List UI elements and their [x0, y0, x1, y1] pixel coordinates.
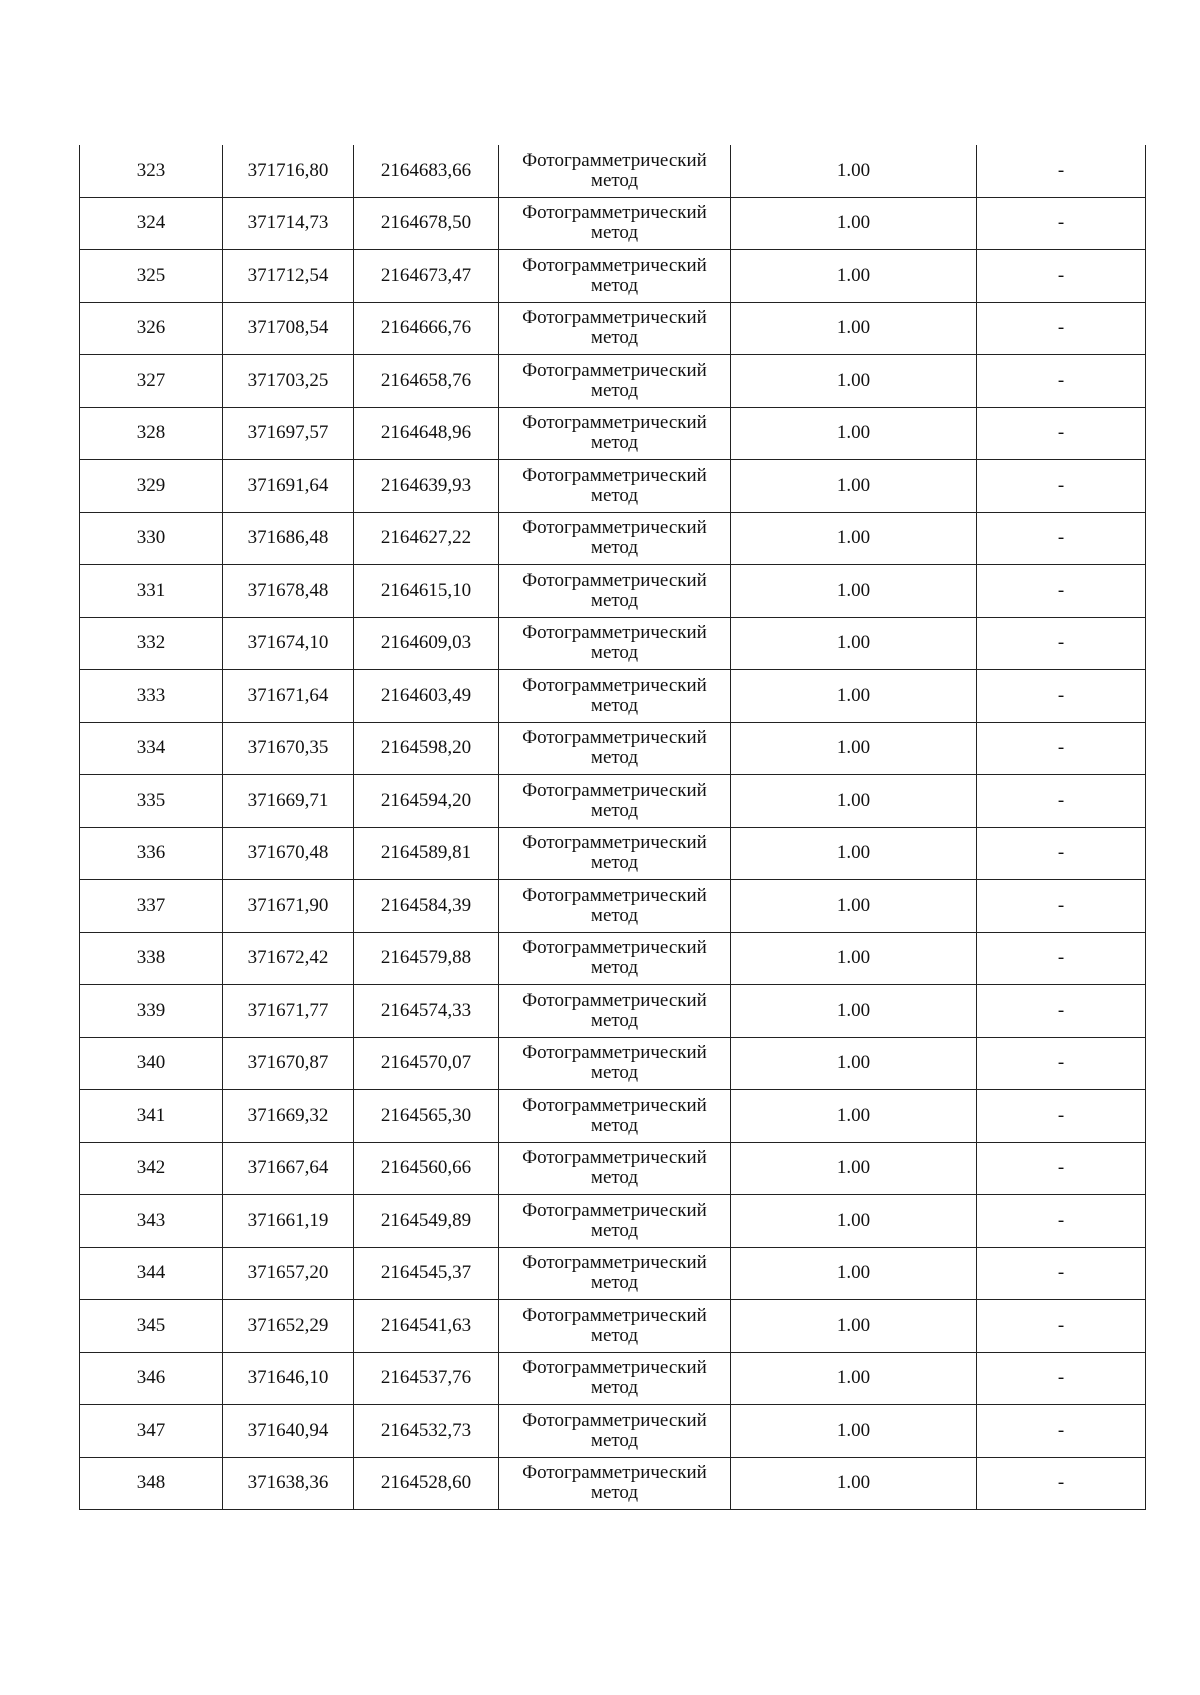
method-line-2: метод — [590, 1062, 639, 1084]
table-row — [80, 407, 1146, 460]
table-row — [80, 932, 1146, 985]
x-coordinate-cell: 371674,10 — [223, 617, 354, 670]
method-cell — [499, 1247, 731, 1300]
method-cell — [499, 827, 731, 880]
method-cell — [499, 1037, 731, 1090]
method-line-2: метод — [590, 1377, 639, 1399]
point-number-cell: 337 — [80, 880, 223, 933]
method-line-2: метод — [590, 957, 639, 979]
note-cell: - — [977, 250, 1146, 303]
method-cell — [499, 250, 731, 303]
table-row — [80, 197, 1146, 250]
method-cell — [499, 1195, 731, 1248]
y-coordinate-cell: 2164639,93 — [354, 460, 499, 513]
method-line-2: метод — [590, 432, 639, 454]
method-line-1: Фотограмметрический — [522, 832, 707, 854]
accuracy-cell: 1.00 — [731, 250, 977, 303]
method-line-2: метод — [590, 327, 639, 349]
method-cell — [499, 1457, 731, 1510]
accuracy-cell: 1.00 — [731, 1300, 977, 1353]
x-coordinate-cell: 371670,35 — [223, 722, 354, 775]
method-line-2: метод — [590, 1272, 639, 1294]
method-line-1: Фотограмметрический — [522, 1409, 707, 1431]
x-coordinate-cell: 371691,64 — [223, 460, 354, 513]
method-cell — [499, 880, 731, 933]
table-row — [80, 1090, 1146, 1143]
x-coordinate-cell: 371669,71 — [223, 775, 354, 828]
method-cell — [499, 775, 731, 828]
note-cell: - — [977, 197, 1146, 250]
y-coordinate-cell: 2164609,03 — [354, 617, 499, 670]
method-line-1: Фотограмметрический — [522, 254, 707, 276]
method-cell — [499, 512, 731, 565]
note-cell: - — [977, 722, 1146, 775]
method-line-1: Фотограмметрический — [522, 1147, 707, 1169]
x-coordinate-cell: 371697,57 — [223, 407, 354, 460]
note-cell: - — [977, 1090, 1146, 1143]
x-coordinate-cell: 371638,36 — [223, 1457, 354, 1510]
x-coordinate-cell: 371714,73 — [223, 197, 354, 250]
accuracy-cell: 1.00 — [731, 617, 977, 670]
y-coordinate-cell: 2164541,63 — [354, 1300, 499, 1353]
method-cell — [499, 145, 731, 197]
note-cell: - — [977, 880, 1146, 933]
method-cell — [499, 197, 731, 250]
method-line-1: Фотограмметрический — [522, 202, 707, 224]
point-number-cell: 329 — [80, 460, 223, 513]
point-number-cell: 348 — [80, 1457, 223, 1510]
point-number-cell: 342 — [80, 1142, 223, 1195]
y-coordinate-cell: 2164545,37 — [354, 1247, 499, 1300]
x-coordinate-cell: 371678,48 — [223, 565, 354, 618]
method-cell — [499, 1142, 731, 1195]
accuracy-cell: 1.00 — [731, 722, 977, 775]
y-coordinate-cell: 2164603,49 — [354, 670, 499, 723]
table-row — [80, 617, 1146, 670]
y-coordinate-cell: 2164594,20 — [354, 775, 499, 828]
note-cell: - — [977, 985, 1146, 1038]
method-line-2: метод — [590, 274, 639, 296]
method-line-1: Фотограмметрический — [522, 727, 707, 749]
method-line-2: метод — [590, 379, 639, 401]
method-line-2: метод — [590, 222, 639, 244]
y-coordinate-cell: 2164549,89 — [354, 1195, 499, 1248]
method-cell — [499, 1090, 731, 1143]
accuracy-cell: 1.00 — [731, 407, 977, 460]
method-line-1: Фотограмметрический — [522, 937, 707, 959]
method-line-1: Фотограмметрический — [522, 1252, 707, 1274]
point-number-cell: 343 — [80, 1195, 223, 1248]
method-cell — [499, 302, 731, 355]
method-line-2: метод — [590, 1219, 639, 1241]
x-coordinate-cell: 371640,94 — [223, 1405, 354, 1458]
point-number-cell: 330 — [80, 512, 223, 565]
method-line-1: Фотограмметрический — [522, 359, 707, 381]
accuracy-cell: 1.00 — [731, 1457, 977, 1510]
point-number-cell: 335 — [80, 775, 223, 828]
table-row — [80, 250, 1146, 303]
note-cell: - — [977, 617, 1146, 670]
method-line-2: метод — [590, 1324, 639, 1346]
method-cell — [499, 355, 731, 408]
x-coordinate-cell: 371661,19 — [223, 1195, 354, 1248]
accuracy-cell: 1.00 — [731, 880, 977, 933]
accuracy-cell: 1.00 — [731, 565, 977, 618]
y-coordinate-cell: 2164560,66 — [354, 1142, 499, 1195]
accuracy-cell: 1.00 — [731, 145, 977, 197]
table-row — [80, 775, 1146, 828]
x-coordinate-cell: 371686,48 — [223, 512, 354, 565]
point-number-cell: 347 — [80, 1405, 223, 1458]
point-number-cell: 339 — [80, 985, 223, 1038]
y-coordinate-cell: 2164678,50 — [354, 197, 499, 250]
y-coordinate-cell: 2164598,20 — [354, 722, 499, 775]
note-cell: - — [977, 775, 1146, 828]
x-coordinate-cell: 371671,77 — [223, 985, 354, 1038]
y-coordinate-cell: 2164570,07 — [354, 1037, 499, 1090]
method-line-1: Фотограмметрический — [522, 989, 707, 1011]
method-line-1: Фотограмметрический — [522, 307, 707, 329]
method-line-1: Фотограмметрический — [522, 569, 707, 591]
table-row — [80, 565, 1146, 618]
point-number-cell: 325 — [80, 250, 223, 303]
method-cell — [499, 985, 731, 1038]
table-row — [80, 1405, 1146, 1458]
note-cell: - — [977, 460, 1146, 513]
table-row — [80, 722, 1146, 775]
note-cell: - — [977, 670, 1146, 723]
y-coordinate-cell: 2164673,47 — [354, 250, 499, 303]
accuracy-cell: 1.00 — [731, 1352, 977, 1405]
method-line-1: Фотограмметрический — [522, 1094, 707, 1116]
note-cell: - — [977, 512, 1146, 565]
table-row — [80, 880, 1146, 933]
x-coordinate-cell: 371672,42 — [223, 932, 354, 985]
method-line-2: метод — [590, 642, 639, 664]
x-coordinate-cell: 371671,90 — [223, 880, 354, 933]
accuracy-cell: 1.00 — [731, 1195, 977, 1248]
table-row — [80, 302, 1146, 355]
y-coordinate-cell: 2164658,76 — [354, 355, 499, 408]
accuracy-cell: 1.00 — [731, 355, 977, 408]
method-line-1: Фотограмметрический — [522, 1199, 707, 1221]
accuracy-cell: 1.00 — [731, 197, 977, 250]
y-coordinate-cell: 2164683,66 — [354, 145, 499, 197]
method-line-2: метод — [590, 694, 639, 716]
note-cell: - — [977, 1195, 1146, 1248]
y-coordinate-cell: 2164615,10 — [354, 565, 499, 618]
table-row — [80, 1247, 1146, 1300]
note-cell: - — [977, 302, 1146, 355]
y-coordinate-cell: 2164584,39 — [354, 880, 499, 933]
method-cell — [499, 460, 731, 513]
x-coordinate-cell: 371669,32 — [223, 1090, 354, 1143]
point-number-cell: 340 — [80, 1037, 223, 1090]
point-number-cell: 338 — [80, 932, 223, 985]
method-line-2: метод — [590, 747, 639, 769]
note-cell: - — [977, 1457, 1146, 1510]
method-line-1: Фотограмметрический — [522, 517, 707, 539]
y-coordinate-cell: 2164589,81 — [354, 827, 499, 880]
method-line-2: метод — [590, 852, 639, 874]
method-line-2: метод — [590, 537, 639, 559]
point-number-cell: 332 — [80, 617, 223, 670]
accuracy-cell: 1.00 — [731, 1247, 977, 1300]
y-coordinate-cell: 2164648,96 — [354, 407, 499, 460]
accuracy-cell: 1.00 — [731, 670, 977, 723]
note-cell: - — [977, 827, 1146, 880]
method-line-2: метод — [590, 484, 639, 506]
method-line-1: Фотограмметрический — [522, 412, 707, 434]
x-coordinate-cell: 371657,20 — [223, 1247, 354, 1300]
point-number-cell: 336 — [80, 827, 223, 880]
accuracy-cell: 1.00 — [731, 512, 977, 565]
note-cell: - — [977, 145, 1146, 197]
table-row — [80, 512, 1146, 565]
note-cell: - — [977, 1405, 1146, 1458]
x-coordinate-cell: 371708,54 — [223, 302, 354, 355]
table-row — [80, 827, 1146, 880]
method-line-1: Фотограмметрический — [522, 674, 707, 696]
method-line-1: Фотограмметрический — [522, 1304, 707, 1326]
y-coordinate-cell: 2164579,88 — [354, 932, 499, 985]
x-coordinate-cell: 371716,80 — [223, 145, 354, 197]
point-number-cell: 323 — [80, 145, 223, 197]
accuracy-cell: 1.00 — [731, 1090, 977, 1143]
accuracy-cell: 1.00 — [731, 460, 977, 513]
method-cell — [499, 407, 731, 460]
method-line-2: метод — [590, 1429, 639, 1451]
y-coordinate-cell: 2164532,73 — [354, 1405, 499, 1458]
point-number-cell: 333 — [80, 670, 223, 723]
method-line-2: метод — [590, 799, 639, 821]
note-cell: - — [977, 932, 1146, 985]
note-cell: - — [977, 355, 1146, 408]
table-row — [80, 1300, 1146, 1353]
accuracy-cell: 1.00 — [731, 827, 977, 880]
method-line-1: Фотограмметрический — [522, 1357, 707, 1379]
method-line-1: Фотограмметрический — [522, 1462, 707, 1484]
method-line-2: метод — [590, 589, 639, 611]
accuracy-cell: 1.00 — [731, 932, 977, 985]
accuracy-cell: 1.00 — [731, 775, 977, 828]
method-line-1: Фотограмметрический — [522, 149, 707, 171]
x-coordinate-cell: 371703,25 — [223, 355, 354, 408]
method-cell — [499, 1405, 731, 1458]
x-coordinate-cell: 371671,64 — [223, 670, 354, 723]
table-row — [80, 670, 1146, 723]
note-cell: - — [977, 1352, 1146, 1405]
method-cell — [499, 1352, 731, 1405]
table-row — [80, 460, 1146, 513]
x-coordinate-cell: 371712,54 — [223, 250, 354, 303]
y-coordinate-cell: 2164666,76 — [354, 302, 499, 355]
method-cell — [499, 1300, 731, 1353]
point-number-cell: 334 — [80, 722, 223, 775]
method-line-1: Фотограмметрический — [522, 464, 707, 486]
table-row — [80, 145, 1146, 197]
y-coordinate-cell: 2164537,76 — [354, 1352, 499, 1405]
method-line-1: Фотограмметрический — [522, 622, 707, 644]
method-cell — [499, 722, 731, 775]
method-cell — [499, 932, 731, 985]
point-number-cell: 346 — [80, 1352, 223, 1405]
table-row — [80, 355, 1146, 408]
y-coordinate-cell: 2164627,22 — [354, 512, 499, 565]
y-coordinate-cell: 2164574,33 — [354, 985, 499, 1038]
x-coordinate-cell: 371670,87 — [223, 1037, 354, 1090]
point-number-cell: 326 — [80, 302, 223, 355]
method-line-1: Фотограмметрический — [522, 1042, 707, 1064]
method-line-2: метод — [590, 1482, 639, 1504]
note-cell: - — [977, 407, 1146, 460]
point-number-cell: 341 — [80, 1090, 223, 1143]
method-line-2: метод — [590, 169, 639, 191]
point-number-cell: 345 — [80, 1300, 223, 1353]
table-row — [80, 1195, 1146, 1248]
point-number-cell: 327 — [80, 355, 223, 408]
accuracy-cell: 1.00 — [731, 1142, 977, 1195]
table-row — [80, 1457, 1146, 1510]
method-cell — [499, 617, 731, 670]
method-line-2: метод — [590, 1167, 639, 1189]
x-coordinate-cell: 371667,64 — [223, 1142, 354, 1195]
x-coordinate-cell: 371670,48 — [223, 827, 354, 880]
note-cell: - — [977, 1037, 1146, 1090]
table-row — [80, 1142, 1146, 1195]
accuracy-cell: 1.00 — [731, 985, 977, 1038]
method-line-2: метод — [590, 1009, 639, 1031]
point-number-cell: 331 — [80, 565, 223, 618]
coordinates-table-body — [80, 145, 1146, 1510]
coordinates-table — [79, 145, 1146, 1510]
method-cell — [499, 565, 731, 618]
point-number-cell: 324 — [80, 197, 223, 250]
method-line-2: метод — [590, 904, 639, 926]
method-line-1: Фотограмметрический — [522, 884, 707, 906]
note-cell: - — [977, 1142, 1146, 1195]
table-row — [80, 985, 1146, 1038]
note-cell: - — [977, 1247, 1146, 1300]
table-row — [80, 1037, 1146, 1090]
note-cell: - — [977, 565, 1146, 618]
x-coordinate-cell: 371646,10 — [223, 1352, 354, 1405]
y-coordinate-cell: 2164528,60 — [354, 1457, 499, 1510]
accuracy-cell: 1.00 — [731, 302, 977, 355]
y-coordinate-cell: 2164565,30 — [354, 1090, 499, 1143]
method-cell — [499, 670, 731, 723]
accuracy-cell: 1.00 — [731, 1037, 977, 1090]
accuracy-cell: 1.00 — [731, 1405, 977, 1458]
point-number-cell: 344 — [80, 1247, 223, 1300]
table-row — [80, 1352, 1146, 1405]
method-line-2: метод — [590, 1114, 639, 1136]
x-coordinate-cell: 371652,29 — [223, 1300, 354, 1353]
point-number-cell: 328 — [80, 407, 223, 460]
method-line-1: Фотограмметрический — [522, 779, 707, 801]
note-cell: - — [977, 1300, 1146, 1353]
